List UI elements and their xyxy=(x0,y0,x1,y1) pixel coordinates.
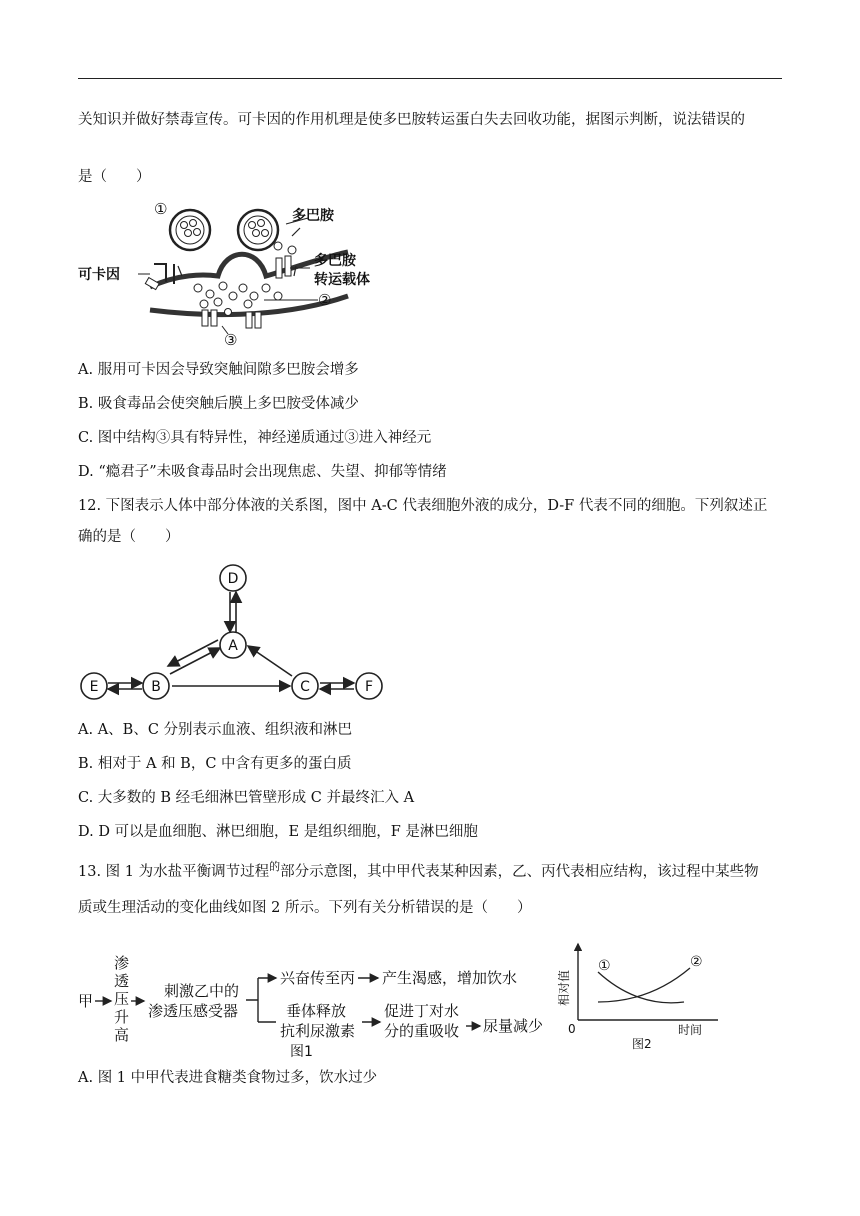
q11-option-b: B. 吸食毒品会使突触后膜上多巴胺受体减少 xyxy=(78,396,359,412)
excite-text: 兴奋传至丙 xyxy=(280,969,356,987)
q12-option-d: D. D 可以是血细胞、淋巴细胞，E 是组织细胞，F 是淋巴细胞 xyxy=(78,824,478,840)
vesicle-1 xyxy=(170,210,210,250)
q13-stem-line2: 质或生理活动的变化曲线如图 2 所示。下列有关分析错误的是（ ） xyxy=(78,900,532,916)
q11-option-a: A. 服用可卡因会导致突触间隙多巴胺会增多 xyxy=(78,362,359,378)
promote-line1: 促进丁对水 xyxy=(384,1002,460,1020)
svg-text:A: A xyxy=(228,638,238,654)
q13-stem-part-b: 部分示意图，其中甲代表某种因素，乙、丙代表相应结构，该过程中某些物 xyxy=(280,864,759,880)
pituitary-line2: 抗利尿激素 xyxy=(280,1022,356,1040)
q13-stem-line1 xyxy=(78,862,788,882)
transporter-label-line1: 多巴胺 xyxy=(314,253,356,269)
q12-option-b: B. 相对于 A 和 B，C 中含有更多的蛋白质 xyxy=(78,756,352,772)
origin-label: 0 xyxy=(568,1022,576,1036)
water-salt-flowchart xyxy=(78,950,568,1060)
x-axis-label: 时间 xyxy=(678,1023,703,1037)
vertical-char-3: 压 xyxy=(114,990,130,1008)
label-3: ③ xyxy=(224,331,238,348)
q12-stem-line1: 12. 下图表示人体中部分体液的关系图，图中 A-C 代表细胞外液的成分，D-F 代表不同的细胞。下列叙述正 xyxy=(78,498,768,514)
q12-stem-line2: 确的是（ ） xyxy=(78,529,180,545)
node-f xyxy=(356,673,382,699)
q13-stem-sup: 的 xyxy=(269,860,281,874)
vertical-char-4: 升 xyxy=(114,1008,130,1026)
q11-stem-line1: 关知识并做好禁毒宣传。可卡因的作用机理是使多巴胺转运蛋白失去回收功能，据图示判断，说法错误的 xyxy=(78,112,745,128)
vertical-char-1: 渗 xyxy=(114,954,130,972)
curve-1 xyxy=(598,972,684,1003)
vesicle-2 xyxy=(238,210,278,250)
label-1: ① xyxy=(154,200,168,218)
svg-text:F: F xyxy=(364,679,374,695)
body-fluid-diagram xyxy=(78,560,388,706)
promote-line2: 分的重吸收 xyxy=(384,1022,460,1040)
vertical-char-5: 高 xyxy=(114,1026,130,1044)
cocaine-label: 可卡因 xyxy=(78,267,120,283)
node-c xyxy=(292,673,318,699)
header-rule xyxy=(78,78,782,79)
q13-option-a: A. 图 1 中甲代表进食糖类食物过多，饮水过少 xyxy=(78,1070,378,1086)
q13-stem-part-a: 13. 图 1 为水盐平衡调节过程 xyxy=(78,864,270,880)
y-axis-label: 相对值 xyxy=(557,969,571,1007)
figure2-caption: 图2 xyxy=(632,1037,652,1051)
figure1-caption: 图1 xyxy=(290,1044,313,1060)
transporter xyxy=(276,258,282,278)
svg-text:C: C xyxy=(300,679,310,695)
curve-2-label: ② xyxy=(690,954,703,970)
q11-option-d: D. “瘾君子”未吸食毒品时会出现焦虑、失望、抑郁等情绪 xyxy=(78,464,447,480)
node-b xyxy=(143,673,169,699)
curve-2 xyxy=(598,968,690,1002)
figure2-chart xyxy=(554,940,724,1052)
transporter-label-line2: 转运载体 xyxy=(314,272,370,288)
q11-option-c: C. 图中结构③具有特异性，神经递质通过③进入神经元 xyxy=(78,430,432,446)
jia-label: 甲 xyxy=(78,992,94,1010)
stimulus-line2: 渗透压感受器 xyxy=(148,1002,239,1020)
dopamine-label: 多巴胺 xyxy=(292,208,334,224)
urine-text: 尿量减少 xyxy=(483,1017,544,1035)
node-e xyxy=(81,673,107,699)
thirst-text: 产生渴感，增加饮水 xyxy=(382,969,518,987)
svg-text:E: E xyxy=(89,679,99,695)
node-a xyxy=(220,632,246,658)
node-d xyxy=(220,565,246,591)
curve-1-label: ① xyxy=(598,958,611,974)
q11-stem-line2: 是（ ） xyxy=(78,169,151,185)
label-2: ② xyxy=(318,291,332,309)
q12-option-a: A. A、B、C 分别表示血液、组织液和淋巴 xyxy=(78,722,353,738)
q12-option-c: C. 大多数的 B 经毛细淋巴管壁形成 C 并最终汇入 A xyxy=(78,790,415,806)
vertical-char-2: 透 xyxy=(114,972,130,990)
svg-text:B: B xyxy=(151,679,161,695)
pituitary-line1: 垂体释放 xyxy=(286,1002,347,1020)
synapse-diagram xyxy=(78,192,408,348)
stimulus-line1: 刺激乙中的 xyxy=(164,982,240,1000)
svg-text:D: D xyxy=(227,571,239,587)
